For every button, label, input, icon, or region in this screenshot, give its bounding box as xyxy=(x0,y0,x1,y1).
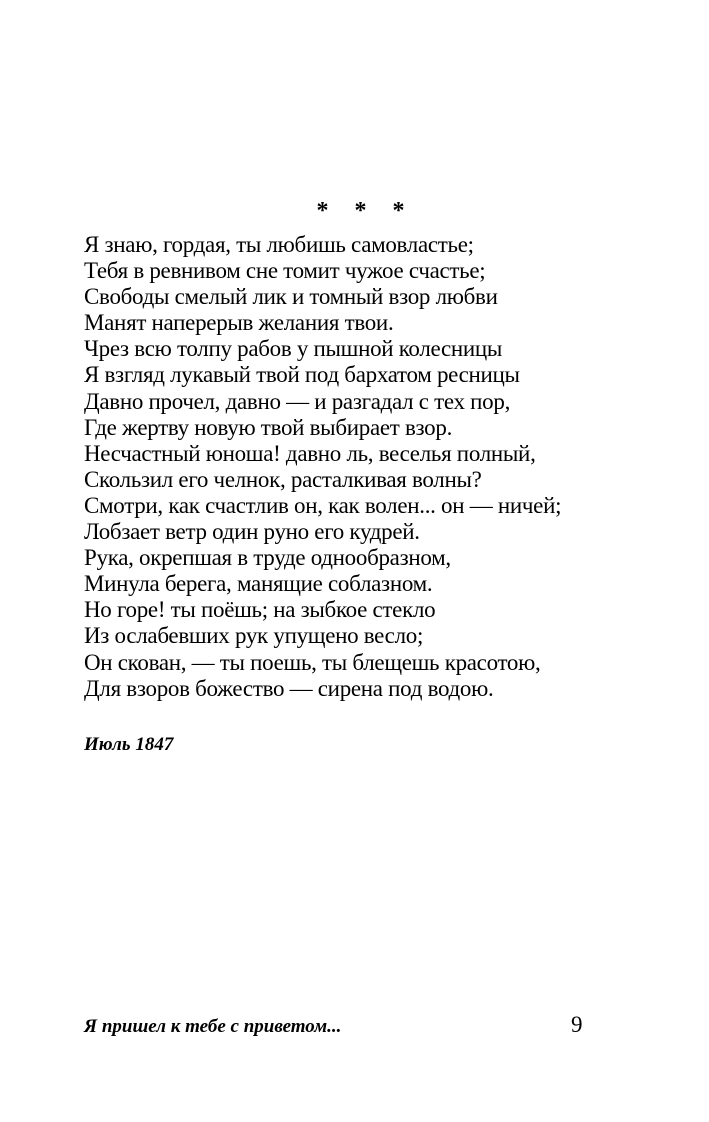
poem-line: Лобзает ветр один руно его кудрей. xyxy=(84,519,420,545)
poem-line: Рука, окрепшая в труде однообразном, xyxy=(84,545,451,571)
section-separator: * * * xyxy=(316,198,415,224)
poem-line: Где жертву новую твой выбирает взор. xyxy=(84,414,453,440)
poem-line: Он скован, — ты поешь, ты блещешь красотою, xyxy=(84,649,541,675)
poem-line: Скользил его челнок, расталкивая волны? xyxy=(84,466,482,492)
poem-line: Я знаю, гордая, ты любишь самовластье; xyxy=(84,232,474,257)
poem-line: Давно прочел, давно — и разгадал с тех пор, xyxy=(84,388,511,414)
poem-line: Я взгляд лукавый твой под бархатом ресницы xyxy=(84,362,520,388)
poem-line: Несчастный юноша! давно ль, веселья полный, xyxy=(84,440,536,466)
poem-line: Для взоров божество — сирена под водою. xyxy=(84,675,494,701)
poem-line: Смотри, как счастлив он, как волен... он — ничей; xyxy=(84,492,562,518)
poem-line: Манят наперерыв желания твои. xyxy=(84,310,394,336)
poem-line: Чрез всю толпу рабов у пышной колесницы xyxy=(84,336,503,362)
poem-text xyxy=(84,232,561,702)
page-number: 9 xyxy=(571,1012,583,1037)
poem-line: Тебя в ревнивом сне томит чужое счастье; xyxy=(84,258,486,284)
poem-line: Из ослабевших рук упущено весло; xyxy=(84,623,424,649)
running-footer-title: Я пришел к тебе с приветом... xyxy=(84,1016,342,1037)
poem-date: Июль 1847 xyxy=(84,734,174,755)
poem-line: Минула берега, манящие соблазном. xyxy=(84,571,433,597)
poem-line: Но горе! ты поёшь; на зыбкое стекло xyxy=(84,597,436,623)
poem-line: Свободы смелый лик и томный взор любви xyxy=(84,284,498,310)
